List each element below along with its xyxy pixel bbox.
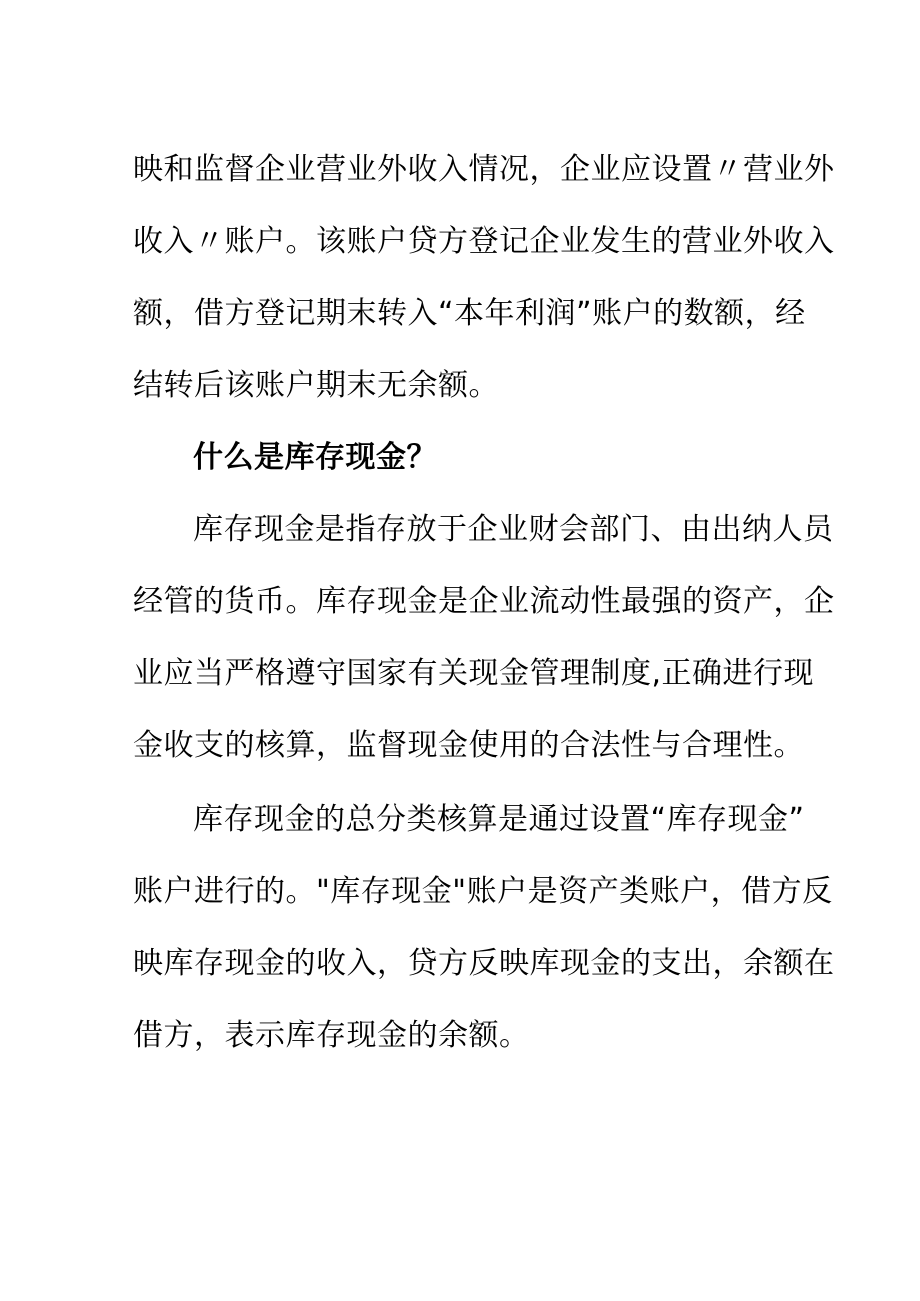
paragraph-line: 额，借方登记期末转入“本年利润”账户的数额，经	[133, 296, 806, 331]
paragraph-line: 业应当严格遵守国家有关现金管理制度,正确进行现	[133, 656, 815, 691]
paragraph-line: 金收支的核算，监督现金使用的合法性与合理性。	[133, 728, 804, 763]
paragraph-line: 库存现金是指存放于企业财会部门、由出纳人员	[193, 512, 834, 547]
paragraph-line: 映库存现金的收入，贷方反映库现金的支出，余额在	[133, 946, 835, 981]
paragraph-line: 经管的货币。库存现金是企业流动性最强的资产，企	[133, 584, 835, 619]
paragraph-line: 映和监督企业营业外收入情况，企业应设置〃营业外	[133, 152, 835, 187]
paragraph-line: 借方，表示库存现金的余额。	[133, 1018, 530, 1053]
paragraph-line: 结转后该账户期末无余额。	[133, 368, 499, 403]
paragraph-line: 账户进行的。"库存现金"账户是资产类账户，借方反	[133, 874, 833, 909]
paragraph-line: 收入〃账户。该账户贷方登记企业发生的营业外收入	[133, 224, 835, 259]
paragraph-line: 库存现金的总分类核算是通过设置“库存现金”	[193, 802, 805, 837]
section-heading: 什么是库存现金？	[193, 440, 437, 475]
